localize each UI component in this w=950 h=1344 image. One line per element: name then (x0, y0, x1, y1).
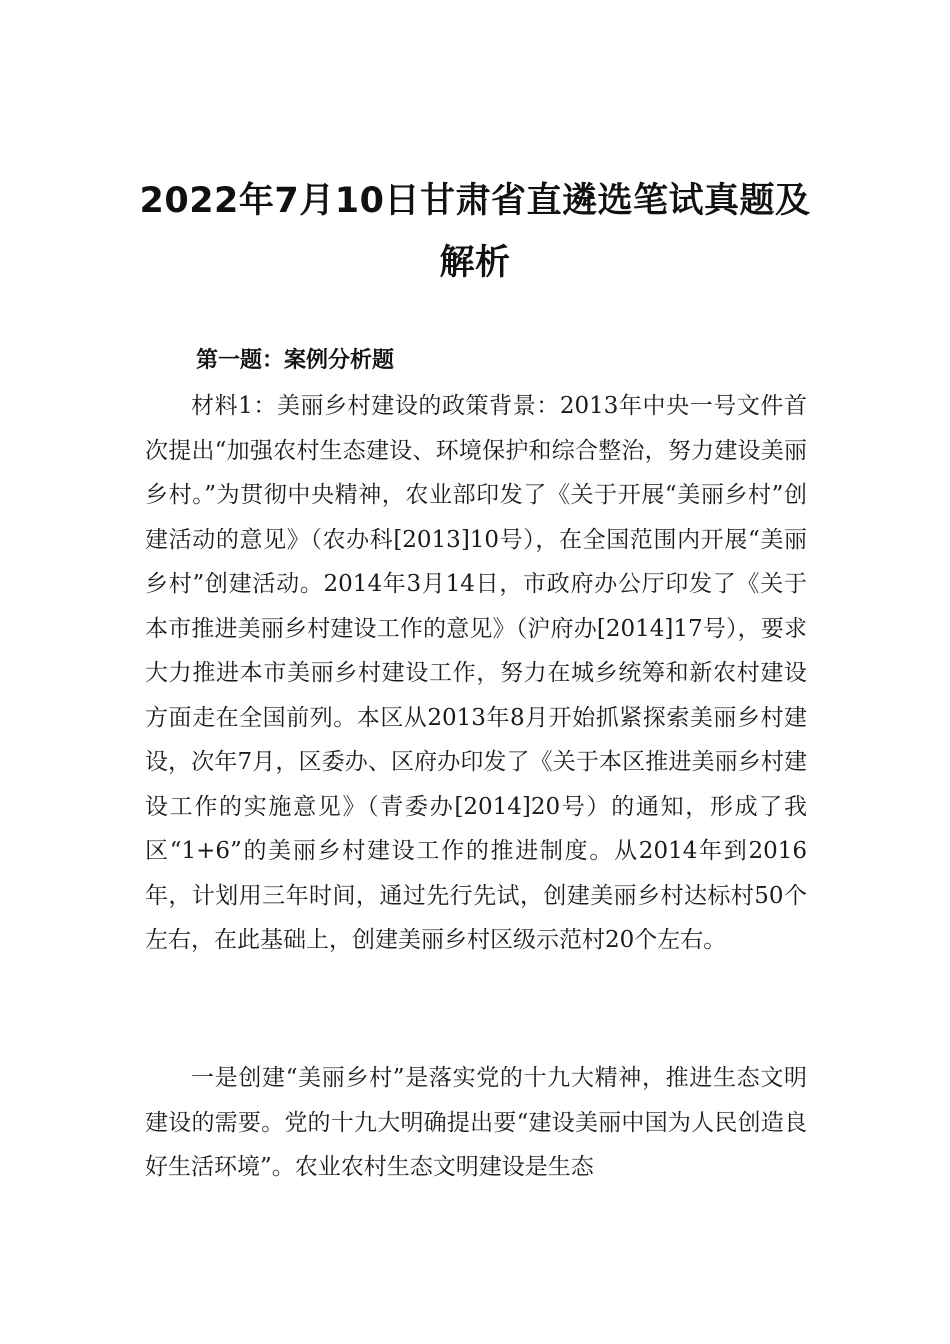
section-heading: 第一题：案例分析题 (196, 348, 395, 373)
title-line-1: 2022年7月10日甘肃省直遴选笔试真题及 (139, 181, 811, 221)
paragraph-text: 一是创建“美丽乡村”是落实党的十九大精神，推进生态文明建设的需要。党的十九大明确提出要“建设美丽中国为人民创造良好生活环境”。农业农村生态文明建设是生态 (145, 1065, 807, 1180)
title-line-2: 解析 (439, 243, 511, 283)
paragraph-material-1 (145, 384, 807, 963)
document-title (130, 170, 820, 294)
paragraph-point-1 (145, 1056, 807, 1190)
paragraph-text: 材料1：美丽乡村建设的政策背景：2013年中央一号文件首次提出“加强农村生态建设、环境保护和综合整治，努力建设美丽乡村。”为贯彻中央精神，农业部印发了《关于开展“美丽乡村”创建活动的意见》（农办科[2013]10号），在全国范围内开展“美丽乡村”创建活动。2014年3月14日，市政府办公厅印发了《关于本市推进美丽乡村建设工作的意见》（沪府办[2014]17号），要求大力推进本市美丽乡村建设工作，努力在城乡统筹和新农村建设方面走在全国前列。本区从2013年8月开始抓紧探索美丽乡村建设，次年7月，区委办、区府办印发了《关于本区推进美丽乡村建设工作的实施意见》（青委办[2014]20号）的通知，形成了我区“1+6”的美丽乡村建设工作的推进制度。从2014年到2016年，计划用三年时间，通过先行先试，创建美丽乡村达标村50个左右，在此基础上，创建美丽乡村区级示范村20个左右。 (145, 393, 807, 953)
